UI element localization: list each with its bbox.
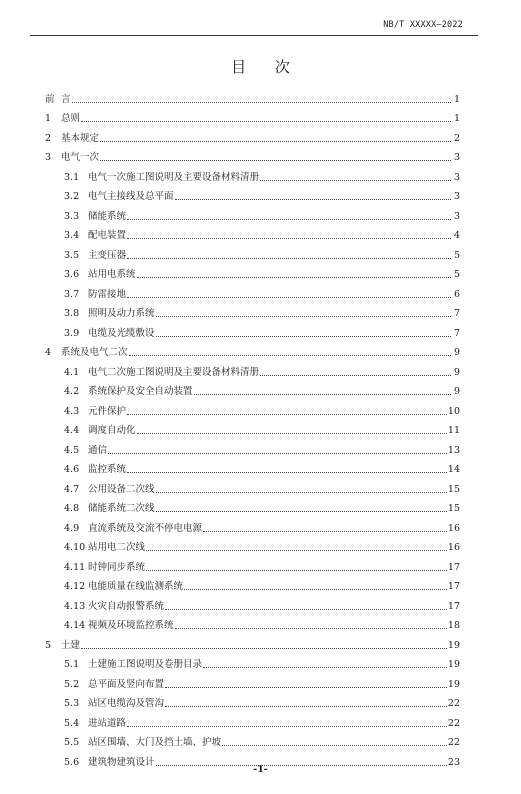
toc-entry-label: 系统保护及安全自动装置 (88, 386, 193, 397)
dot-leader (165, 687, 447, 688)
toc-entry-label: 言 (61, 93, 71, 105)
toc-entry[interactable] (0, 437, 521, 457)
toc-entry-number: 5 (45, 639, 52, 651)
standard-code: NB/T XXXXX—2022 (383, 20, 463, 30)
toc-entry-label: 站区电缆沟及管沟 (88, 698, 165, 709)
dot-leader (127, 414, 447, 415)
toc-entry-page: 9 (453, 366, 460, 378)
toc-entry[interactable] (0, 86, 521, 106)
dot-leader (72, 102, 451, 103)
toc-entry-page: 7 (453, 327, 460, 339)
toc-entry[interactable] (0, 671, 521, 691)
toc-entry[interactable] (0, 320, 521, 340)
table-of-contents (0, 86, 521, 769)
toc-entry-page: 9 (453, 386, 460, 397)
toc-entry-page: 15 (447, 483, 460, 495)
toc-entry-number: 5.1 (64, 659, 80, 670)
toc-entry-number: 4.14 (64, 620, 86, 631)
dot-leader (100, 160, 451, 161)
toc-entry[interactable] (0, 145, 521, 165)
toc-entry-page: 5 (453, 249, 460, 261)
toc-entry-page: 3 (453, 152, 460, 163)
dot-leader (146, 550, 447, 551)
toc-entry-page: 9 (453, 347, 460, 358)
toc-entry[interactable] (0, 340, 521, 360)
toc-entry[interactable] (0, 613, 521, 633)
toc-entry-label: 监控系统 (88, 464, 127, 475)
dot-leader (156, 511, 447, 512)
dot-leader (165, 609, 447, 610)
toc-entry-label: 电气二次施工图说明及主要设备材料清册 (88, 366, 260, 378)
toc-entry[interactable] (0, 730, 521, 750)
toc-entry-page: 19 (447, 678, 460, 690)
toc-entry-page: 22 (447, 737, 460, 748)
toc-entry-number: 2 (45, 132, 52, 144)
toc-entry-label: 防雷接地 (88, 288, 127, 300)
toc-entry-page: 3 (453, 191, 460, 202)
toc-entry[interactable] (0, 184, 521, 204)
toc-entry-number: 5.2 (64, 678, 80, 690)
toc-entry-label: 调度自动化 (88, 425, 136, 436)
toc-entry-label: 电气一次施工图说明及主要设备材料清册 (88, 171, 260, 183)
toc-entry-page: 1 (453, 93, 460, 105)
dot-leader (137, 433, 447, 434)
toc-entry-label: 直流系统及交流不停电电源 (88, 522, 203, 534)
toc-entry-number: 4.3 (64, 405, 80, 417)
toc-entry-label: 储能系统 (88, 210, 127, 222)
toc-entry[interactable] (0, 281, 521, 301)
toc-entry-number: 3.3 (64, 210, 80, 222)
toc-entry-label: 主变压器 (88, 249, 127, 261)
toc-entry[interactable] (0, 554, 521, 574)
toc-entry[interactable] (0, 398, 521, 418)
dot-leader (194, 394, 451, 395)
dot-leader (165, 706, 447, 707)
toc-entry-number: 3.9 (64, 327, 80, 339)
toc-entry-number: 5.6 (64, 756, 80, 768)
toc-entry[interactable] (0, 242, 521, 262)
toc-entry[interactable] (0, 418, 521, 438)
toc-entry-page: 17 (447, 561, 460, 573)
toc-entry-number: 4.11 (64, 561, 86, 573)
toc-entry[interactable] (0, 632, 521, 652)
toc-entry[interactable] (0, 710, 521, 730)
toc-entry-page: 15 (447, 503, 460, 514)
toc-entry-label: 通信 (88, 444, 108, 456)
header-rule (30, 35, 478, 36)
toc-entry-page: 16 (447, 522, 460, 534)
toc-entry-label: 基本规定 (61, 132, 100, 144)
toc-entry[interactable] (0, 476, 521, 496)
toc-entry[interactable] (0, 535, 521, 555)
toc-entry-number: 3.6 (64, 269, 80, 280)
toc-entry-label: 公用设备二次线 (88, 483, 155, 495)
toc-entry-page: 11 (447, 425, 460, 436)
toc-entry-number: 4.7 (64, 483, 80, 495)
dot-leader (129, 355, 451, 356)
toc-entry[interactable] (0, 691, 521, 711)
toc-entry[interactable] (0, 574, 521, 594)
page-title: 目 次 (231, 58, 302, 76)
toc-entry-page: 14 (447, 464, 460, 475)
toc-entry-number: 4.13 (64, 600, 86, 612)
toc-entry[interactable] (0, 593, 521, 613)
toc-entry-page: 10 (447, 405, 460, 417)
toc-entry[interactable] (0, 262, 521, 282)
toc-entry[interactable] (0, 457, 521, 477)
toc-entry-label: 建筑物建筑设计 (88, 756, 155, 768)
toc-entry-label: 站区围墙、大门及挡土墙、护坡 (88, 737, 222, 748)
toc-entry-label: 配电装置 (88, 230, 127, 241)
dot-leader (127, 297, 451, 298)
toc-entry-label: 电能质量在线监测系统 (88, 581, 184, 592)
toc-entry-page: 18 (447, 620, 460, 631)
toc-entry-label: 火灾自动报警系统 (88, 600, 165, 612)
dot-leader (222, 745, 447, 746)
toc-entry-page: 16 (447, 542, 460, 553)
toc-entry-number: 4.6 (64, 464, 80, 475)
toc-entry-label: 系统及电气二次 (61, 347, 128, 358)
toc-entry[interactable] (0, 203, 521, 223)
toc-entry-number: 4.8 (64, 503, 80, 514)
dot-leader (175, 199, 451, 200)
toc-entry-label: 元件保护 (88, 405, 127, 417)
toc-entry-number: 3.8 (64, 308, 80, 319)
dot-leader (260, 375, 451, 376)
toc-entry-page: 4 (453, 230, 460, 241)
toc-entry-label: 土建 (61, 639, 81, 651)
dot-leader (100, 141, 451, 142)
page-number: -1- (253, 764, 268, 775)
dot-leader (184, 589, 447, 590)
toc-entry-page: 5 (453, 269, 460, 280)
dot-leader (203, 667, 447, 668)
toc-entry[interactable] (0, 652, 521, 672)
toc-entry-label: 储能系统二次线 (88, 503, 155, 514)
dot-leader (81, 121, 451, 122)
toc-entry-number: 4 (45, 347, 52, 358)
toc-entry-label: 进站道路 (88, 717, 127, 729)
dot-leader (203, 531, 447, 532)
toc-entry-number: 5.5 (64, 737, 80, 748)
toc-entry-number: 3 (45, 152, 52, 163)
toc-entry-number: 4.1 (64, 366, 80, 378)
dot-leader (146, 570, 447, 571)
toc-entry-label: 时钟同步系统 (88, 561, 146, 573)
toc-entry[interactable] (0, 359, 521, 379)
toc-entry-label: 总则 (61, 113, 81, 124)
toc-entry-number: 4.9 (64, 522, 80, 534)
dot-leader (127, 258, 451, 259)
dot-leader (127, 219, 451, 220)
toc-entry[interactable] (0, 379, 521, 399)
toc-entry-number: 1 (45, 113, 52, 124)
dot-leader (137, 277, 451, 278)
toc-entry-page: 3 (453, 210, 460, 222)
toc-entry-page: 2 (453, 132, 460, 144)
dot-leader (108, 453, 447, 454)
dot-leader (127, 238, 451, 239)
dot-leader (156, 316, 451, 317)
dot-leader (175, 628, 447, 629)
toc-entry-label: 总平面及竖向布置 (88, 678, 165, 690)
toc-entry-label: 电气主接线及总平面 (88, 191, 174, 202)
toc-entry[interactable] (0, 223, 521, 243)
toc-entry[interactable] (0, 164, 521, 184)
toc-entry-label: 视频及环境监控系统 (88, 620, 174, 631)
toc-entry-page: 19 (447, 639, 460, 651)
toc-entry[interactable] (0, 125, 521, 145)
toc-entry-label: 土建施工图说明及卷册目录 (88, 659, 203, 670)
dot-leader (127, 726, 447, 727)
toc-entry-label: 照明及动力系统 (88, 308, 155, 319)
toc-entry[interactable] (0, 496, 521, 516)
toc-entry-page: 1 (453, 113, 460, 124)
dot-leader (156, 492, 447, 493)
toc-entry[interactable] (0, 301, 521, 321)
toc-entry-number: 3.5 (64, 249, 80, 261)
toc-entry-page: 3 (453, 171, 460, 183)
toc-entry-number: 5.4 (64, 717, 80, 729)
toc-entry-number: 4.10 (64, 542, 86, 553)
dot-leader (127, 472, 447, 473)
toc-entry-number: 4.4 (64, 425, 80, 436)
toc-entry-page: 6 (453, 288, 460, 300)
toc-entry-label: 站用电二次线 (88, 542, 146, 553)
toc-entry-number: 3.2 (64, 191, 80, 202)
toc-entry[interactable] (0, 106, 521, 126)
toc-entry-page: 17 (447, 581, 460, 592)
toc-entry-number: 4.5 (64, 444, 80, 456)
toc-entry-number: 3.1 (64, 171, 80, 183)
toc-entry-label: 电气一次 (61, 152, 100, 163)
toc-entry-number: 前 (45, 93, 55, 105)
toc-entry-page: 19 (447, 659, 460, 670)
toc-entry-number: 5.3 (64, 698, 80, 709)
toc-entry-page: 22 (447, 698, 460, 709)
toc-entry-page: 23 (447, 756, 460, 768)
toc-entry-number: 3.7 (64, 288, 80, 300)
dot-leader (81, 648, 447, 649)
toc-entry-label: 电缆及光缆敷设 (88, 327, 155, 339)
toc-entry-number: 4.12 (64, 581, 86, 592)
toc-entry-page: 13 (447, 444, 460, 456)
toc-entry[interactable] (0, 515, 521, 535)
dot-leader (260, 180, 451, 181)
toc-entry-page: 22 (447, 717, 460, 729)
toc-entry-label: 站用电系统 (88, 269, 136, 280)
toc-entry-number: 3.4 (64, 230, 80, 241)
dot-leader (156, 336, 451, 337)
toc-entry-number: 4.2 (64, 386, 80, 397)
toc-entry-page: 7 (453, 308, 460, 319)
toc-entry-page: 17 (447, 600, 460, 612)
